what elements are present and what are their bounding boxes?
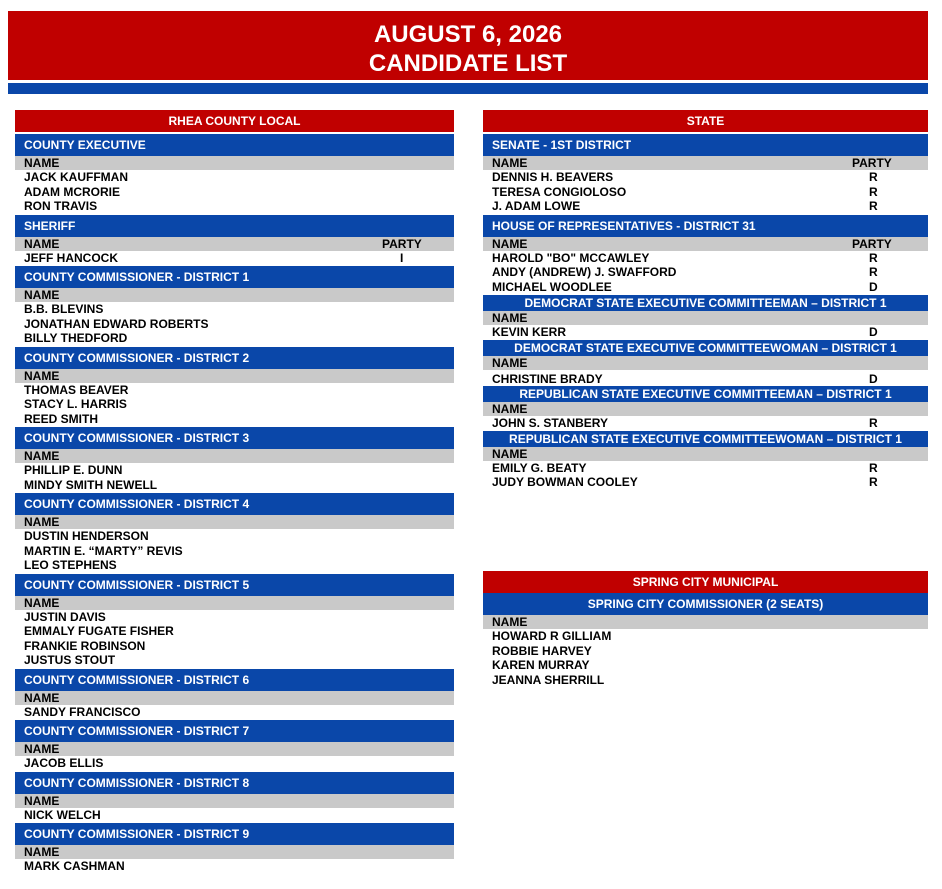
candidate-name: JEANNA SHERRILL <box>492 672 605 687</box>
candidate-name: KAREN MURRAY <box>492 658 590 672</box>
candidate-name: JUDY BOWMAN COOLEY <box>492 475 638 489</box>
name-column-label: NAME <box>24 515 60 529</box>
column-header <box>15 237 454 251</box>
candidate-name: HAROLD "BO" MCCAWLEY <box>492 250 650 265</box>
candidate-name: FRANKIE ROBINSON <box>24 638 146 653</box>
candidate-row <box>483 325 928 340</box>
name-column-label: NAME <box>24 845 60 859</box>
candidate-name: EMILY G. BEATY <box>492 460 587 475</box>
race-commissioner-district-6: COUNTY COMMISSIONER - DISTRICT 6 <box>15 669 454 691</box>
candidate-row <box>15 463 454 478</box>
candidate-row <box>483 265 928 280</box>
candidate-name: MINDY SMITH NEWELL <box>24 477 158 492</box>
candidate-name: MARK CASHMAN <box>24 859 125 873</box>
candidate-row <box>15 397 454 412</box>
candidate-row <box>15 756 454 771</box>
column-header <box>483 237 928 251</box>
column-header <box>15 288 454 302</box>
race-commissioner-district-9: COUNTY COMMISSIONER - DISTRICT 9 <box>15 823 454 845</box>
candidate-row <box>15 317 454 332</box>
candidate-row <box>483 673 928 688</box>
column-header <box>483 402 928 416</box>
candidate-name: JONATHAN EDWARD ROBERTS <box>24 316 209 331</box>
column-header <box>483 447 928 461</box>
column-header <box>483 311 928 325</box>
column-header <box>15 691 454 705</box>
name-column-label: NAME <box>492 446 528 461</box>
column-header <box>15 156 454 170</box>
candidate-row <box>15 544 454 559</box>
candidate-name: J. ADAM LOWE <box>492 199 581 213</box>
name-column-label: NAME <box>492 236 528 251</box>
candidate-party: R <box>869 475 878 489</box>
category-rhea-county-local: RHEA COUNTY LOCAL <box>15 110 454 132</box>
candidate-name: HOWARD R GILLIAM <box>492 629 612 643</box>
candidate-name: ADAM MCRORIE <box>24 184 120 199</box>
column-header <box>15 845 454 859</box>
column-header <box>15 515 454 529</box>
column-header <box>483 156 928 170</box>
candidate-party: R <box>869 250 878 265</box>
candidate-name: ANDY (ANDREW) J. SWAFFORD <box>492 265 677 279</box>
race-sheriff: SHERIFF <box>15 215 454 237</box>
candidate-party: R <box>869 265 878 279</box>
candidate-name: BILLY THEDFORD <box>24 331 128 345</box>
column-header <box>483 356 928 370</box>
candidate-name: TERESA CONGIOLOSO <box>492 184 627 199</box>
candidate-name: JEFF HANCOCK <box>24 250 119 265</box>
race-commissioner-district-2: COUNTY COMMISSIONER - DISTRICT 2 <box>15 347 454 369</box>
name-column-label: NAME <box>24 449 60 463</box>
column-header <box>15 794 454 808</box>
candidate-row <box>483 185 928 200</box>
candidate-row <box>15 808 454 823</box>
banner-title: CANDIDATE LIST <box>368 50 568 77</box>
rhea-county-local-column <box>15 110 454 874</box>
candidate-row <box>483 475 928 490</box>
candidate-name: EMMALY FUGATE FISHER <box>24 624 174 638</box>
candidate-name: PHILLIP E. DUNN <box>24 463 123 477</box>
name-column-label: NAME <box>492 355 528 370</box>
candidate-name: JOHN S. STANBERY <box>492 416 609 430</box>
race-dem-committeeman: DEMOCRAT STATE EXECUTIVE COMMITTEEMAN – DISTRICT 1 <box>483 295 928 311</box>
name-column-label: NAME <box>492 402 528 416</box>
candidate-party: D <box>869 325 878 339</box>
candidate-row <box>15 610 454 625</box>
candidate-party: D <box>869 371 878 386</box>
candidate-row <box>15 859 454 874</box>
name-column-label: NAME <box>24 690 60 705</box>
column-header <box>15 369 454 383</box>
candidate-row <box>483 658 928 673</box>
candidate-name: NICK WELCH <box>24 807 101 822</box>
name-column-label: NAME <box>24 156 60 170</box>
race-dem-committeewoman: DEMOCRAT STATE EXECUTIVE COMMITTEEWOMAN – DISTRICT 1 <box>483 340 928 356</box>
candidate-name: ROBBIE HARVEY <box>492 643 592 658</box>
candidate-party: I <box>400 250 404 265</box>
race-commissioner-district-7: COUNTY COMMISSIONER - DISTRICT 7 <box>15 720 454 742</box>
name-column-label: NAME <box>24 793 60 808</box>
race-spring-city-commissioner: SPRING CITY COMMISSIONER (2 SEATS) <box>483 593 928 615</box>
column-header <box>483 615 928 629</box>
candidate-party: R <box>869 184 878 199</box>
category-state: STATE <box>483 110 928 132</box>
party-column-label: PARTY <box>852 236 892 251</box>
race-house-district-31: HOUSE OF REPRESENTATIVES - DISTRICT 31 <box>483 215 928 237</box>
candidate-name: MICHAEL WOODLEE <box>492 279 612 294</box>
candidate-party: R <box>869 199 878 213</box>
candidate-row <box>15 653 454 668</box>
candidate-row <box>15 639 454 654</box>
candidate-row <box>15 331 454 346</box>
candidate-name: DENNIS H. BEAVERS <box>492 170 614 184</box>
candidate-name: CHRISTINE BRADY <box>492 371 603 386</box>
column-header <box>15 449 454 463</box>
candidate-row <box>483 280 928 295</box>
candidate-row <box>15 302 454 317</box>
name-column-label: NAME <box>24 595 60 610</box>
name-column-label: NAME <box>24 236 60 251</box>
candidate-row <box>483 461 928 476</box>
candidate-party: D <box>869 279 878 294</box>
race-commissioner-district-4: COUNTY COMMISSIONER - DISTRICT 4 <box>15 493 454 515</box>
candidate-party: R <box>869 170 878 184</box>
party-column-label: PARTY <box>382 236 422 251</box>
state-column <box>483 110 928 490</box>
race-commissioner-district-5: COUNTY COMMISSIONER - DISTRICT 5 <box>15 574 454 596</box>
candidate-name: STACY L. HARRIS <box>24 397 127 411</box>
candidate-name: DUSTIN HENDERSON <box>24 529 149 543</box>
race-commissioner-district-3: COUNTY COMMISSIONER - DISTRICT 3 <box>15 427 454 449</box>
candidate-row <box>483 372 928 387</box>
candidate-name: JUSTUS STOUT <box>24 653 116 667</box>
column-header <box>15 742 454 756</box>
candidate-name: THOMAS BEAVER <box>24 382 129 397</box>
candidate-name: REED SMITH <box>24 411 99 426</box>
candidate-row <box>15 529 454 544</box>
candidate-name: B.B. BLEVINS <box>24 302 104 316</box>
candidate-row <box>15 705 454 720</box>
race-commissioner-district-8: COUNTY COMMISSIONER - DISTRICT 8 <box>15 772 454 794</box>
candidate-row <box>15 412 454 427</box>
candidate-row <box>15 199 454 214</box>
candidate-row <box>15 383 454 398</box>
name-column-label: NAME <box>492 615 528 629</box>
race-county-executive: COUNTY EXECUTIVE <box>15 134 454 156</box>
candidate-row <box>483 644 928 659</box>
candidate-row <box>483 199 928 214</box>
race-senate-1st-district: SENATE - 1ST DISTRICT <box>483 134 928 156</box>
title-banner <box>8 11 928 80</box>
name-column-label: NAME <box>24 368 60 383</box>
candidate-name: LEO STEPHENS <box>24 558 117 572</box>
banner-date: AUGUST 6, 2026 <box>373 21 563 48</box>
candidate-name: JACK KAUFFMAN <box>24 170 128 184</box>
race-rep-committeewoman: REPUBLICAN STATE EXECUTIVE COMMITTEEWOMAN – DISTRICT 1 <box>483 431 928 447</box>
name-column-label: NAME <box>24 288 60 302</box>
candidate-row <box>15 251 454 266</box>
candidate-name: JACOB ELLIS <box>24 756 104 770</box>
candidate-row <box>483 416 928 431</box>
candidate-row <box>15 478 454 493</box>
party-column-label: PARTY <box>852 156 892 170</box>
candidate-row <box>15 185 454 200</box>
category-spring-city-municipal: SPRING CITY MUNICIPAL <box>483 571 928 593</box>
candidate-party: R <box>869 416 878 430</box>
candidate-row <box>15 624 454 639</box>
name-column-label: NAME <box>24 742 60 756</box>
blue-stripe <box>8 83 928 94</box>
candidate-row <box>483 251 928 266</box>
candidate-row <box>483 629 928 644</box>
candidate-row <box>483 170 928 185</box>
name-column-label: NAME <box>492 311 528 325</box>
candidate-name: KEVIN KERR <box>492 325 567 339</box>
candidate-row <box>15 558 454 573</box>
candidate-name: RON TRAVIS <box>24 199 98 213</box>
candidate-name: JUSTIN DAVIS <box>24 609 106 624</box>
column-header <box>15 596 454 610</box>
candidate-row <box>15 170 454 185</box>
race-commissioner-district-1: COUNTY COMMISSIONER - DISTRICT 1 <box>15 266 454 288</box>
name-column-label: NAME <box>492 156 528 170</box>
candidate-party: R <box>869 460 878 475</box>
candidate-name: MARTIN E. “MARTY” REVIS <box>24 543 183 558</box>
race-rep-committeeman: REPUBLICAN STATE EXECUTIVE COMMITTEEMAN – DISTRICT 1 <box>483 386 928 402</box>
spring-city-municipal-column <box>483 571 928 687</box>
candidate-name: SANDY FRANCISCO <box>24 704 141 719</box>
